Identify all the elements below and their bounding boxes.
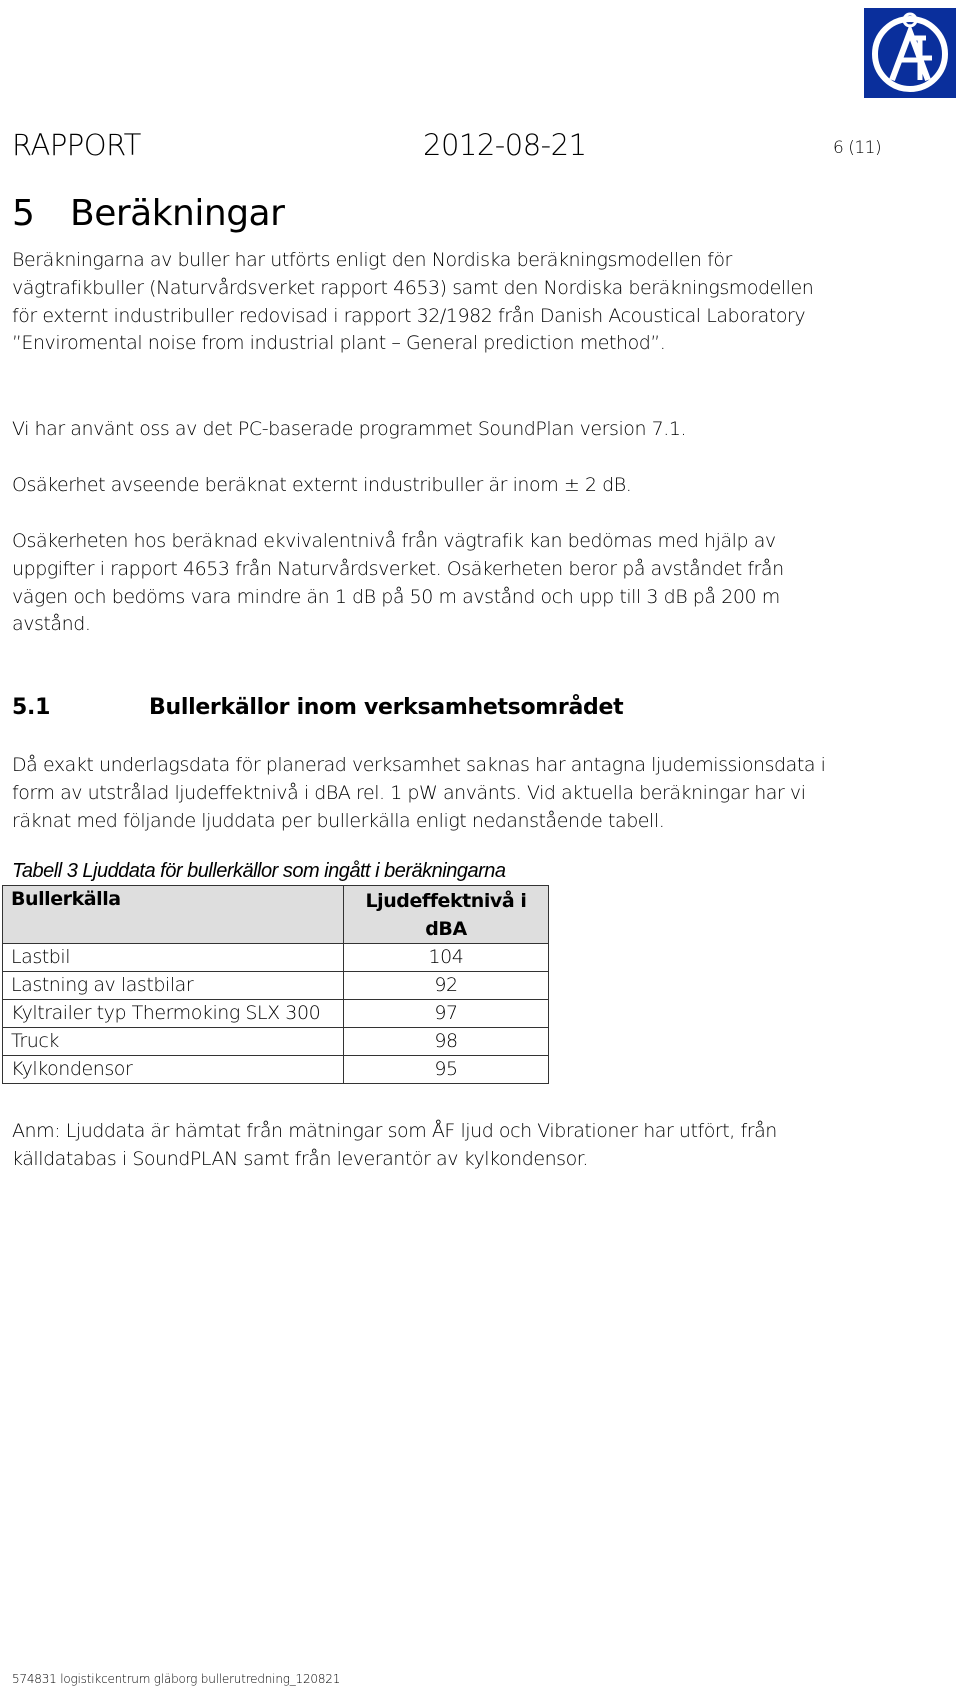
section-number: 5 (12, 193, 35, 234)
subsection-title: Bullerkällor inom verksamhetsområdet (149, 695, 624, 720)
table-row (3, 1000, 549, 1028)
table-caption: Tabell 3 Ljuddata för bullerkällor som ingått i beräkningarna (12, 860, 506, 882)
document-footer: 574831 logistikcentrum gläborg bullerutredning_120821 (12, 1672, 341, 1686)
paragraph-note: Anm: Ljuddata är hämtat från mätningar som ÅF ljud och Vibrationer har utfört, från källdatabas i SoundPLAN samt från leverantör av kylkondensor. (12, 1120, 777, 1170)
paragraph-uncertainty-industry: Osäkerhet avseende beräknat externt industribuller är inom ± 2 dB. (12, 474, 632, 496)
table-cell-source: Kyltrailer typ Thermoking SLX 300 (3, 1000, 344, 1028)
column-header-source: Bullerkälla (3, 886, 344, 944)
paragraph-uncertainty-traffic: Osäkerheten hos beräknad ekvivalentnivå från vägtrafik kan bedömas med hjälp av uppgifter i rapport 4653 från Naturvårdsverket. Osäkerheten beror på avståndet från vägen och bedöms vara mindre än 1 dB på 50 m avstånd och upp till 3 dB på 200 m avstånd. (12, 530, 784, 636)
subsection-heading (12, 695, 623, 720)
table-header-row (3, 886, 549, 944)
table-cell-level: 98 (344, 1028, 549, 1056)
section-heading (12, 193, 284, 234)
page-number: 6 (11) (833, 138, 882, 158)
paragraph-sources: Då exakt underlagsdata för planerad verksamhet saknas har antagna ljudemissionsdata i form av utstrålad ljudeffektnivå i dBA rel. 1 pW använts. Vid aktuella beräkningar har vi räknat med följande ljuddata per bullerkälla enligt nedanstående tabell. (12, 754, 826, 832)
subsection-number: 5.1 (12, 695, 51, 720)
report-date: 2012-08-21 (423, 128, 587, 162)
sound-data-table (2, 885, 549, 1084)
table-cell-source: Truck (3, 1028, 344, 1056)
table-cell-level: 92 (344, 972, 549, 1000)
table-cell-level: 104 (344, 944, 549, 972)
table-row (3, 972, 549, 1000)
table-row (3, 1028, 549, 1056)
table-cell-source: Lastbil (3, 944, 344, 972)
table-cell-source: Kylkondensor (3, 1056, 344, 1084)
report-label: RAPPORT (12, 128, 141, 162)
table-cell-level: 95 (344, 1056, 549, 1084)
af-logo (864, 8, 956, 98)
paragraph-method: Beräkningarna av buller har utförts enligt den Nordiska beräkningsmodellen för vägtrafikbuller (Naturvårdsverket rapport 4653) samt den Nordiska beräkningsmodellen för externt industribuller redovisad i rapport 32/1982 från Danish Acoustical Laboratory ”Enviromental noise from industrial plant – General prediction method”. (12, 249, 814, 355)
table-cell-source: Lastning av lastbilar (3, 972, 344, 1000)
paragraph-software: Vi har använt oss av det PC-baserade programmet SoundPlan version 7.1. (12, 418, 687, 440)
table-row (3, 1056, 549, 1084)
column-header-level: Ljudeffektnivå i dBA (344, 886, 549, 944)
table-cell-level: 97 (344, 1000, 549, 1028)
table-row (3, 944, 549, 972)
section-title: Beräkningar (70, 193, 285, 234)
